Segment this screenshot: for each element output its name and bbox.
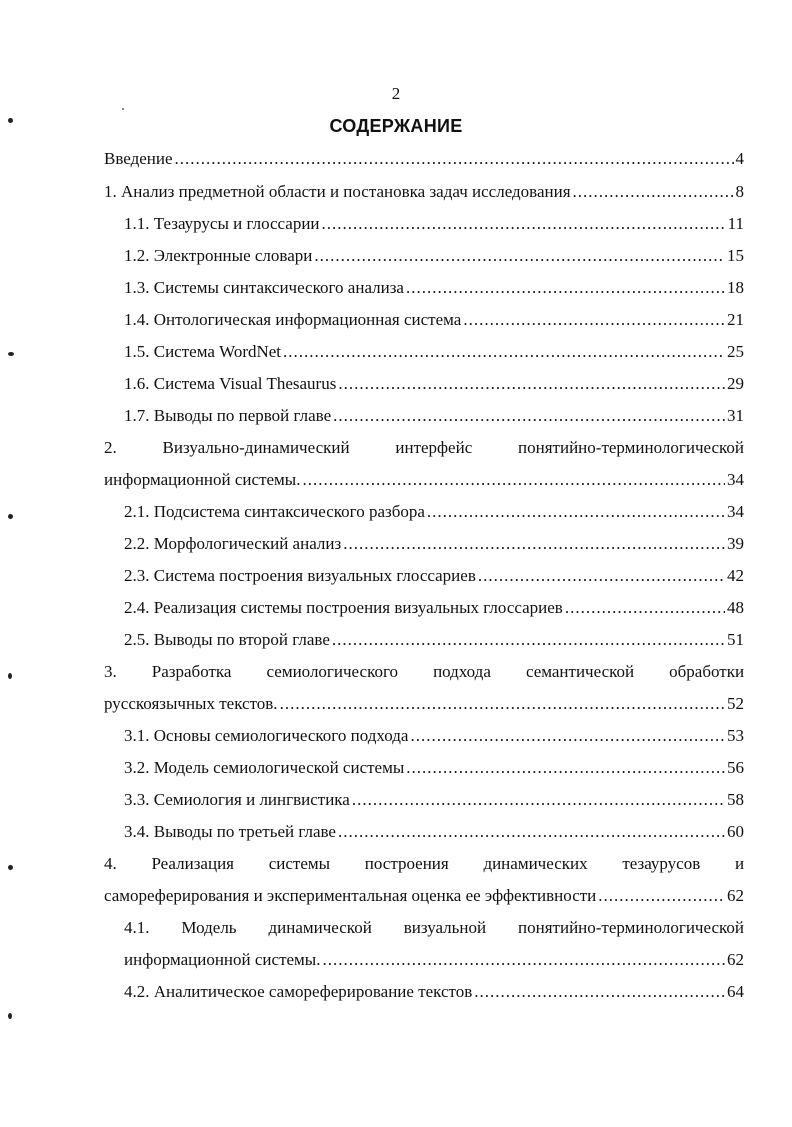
toc-leader-dots xyxy=(343,533,725,555)
toc-word: понятийно-терминологической xyxy=(518,918,744,937)
toc-word: динамических xyxy=(483,854,588,873)
toc-entry-page: 15 xyxy=(727,246,744,265)
toc-leader-dots xyxy=(598,885,725,907)
margin-mark xyxy=(8,1013,12,1019)
toc-entry-page: 51 xyxy=(727,630,744,649)
toc-leader-dots xyxy=(565,597,725,619)
toc-entry-page: 8 xyxy=(735,182,744,201)
toc-leader-dots xyxy=(352,789,725,811)
toc-leader-dots xyxy=(302,469,725,491)
toc-word: 2. xyxy=(104,438,117,457)
toc-word: 4.1. xyxy=(124,918,150,937)
toc-leader-dots xyxy=(410,725,725,747)
toc-entry-title: 1. Анализ предметной области и постановка задач исследования xyxy=(104,182,571,201)
toc-entry-page: 25 xyxy=(727,342,744,361)
toc-entry-page: 34 xyxy=(727,470,744,489)
toc-word: Разработка xyxy=(151,662,232,681)
toc-entry-page: 64 xyxy=(727,982,744,1001)
toc-entry[interactable] xyxy=(124,341,744,363)
toc-word: Модель xyxy=(181,918,237,937)
toc-entry-title: 1.3. Системы синтаксического анализа xyxy=(124,278,404,297)
toc-entry[interactable] xyxy=(124,757,744,779)
toc-entry-title: 1.6. Система Visual Thesaurus xyxy=(124,374,337,393)
toc-entry[interactable] xyxy=(124,373,744,395)
toc-entry[interactable] xyxy=(124,629,744,651)
toc-word: Реализация xyxy=(151,854,234,873)
toc-entry[interactable] xyxy=(124,501,744,523)
toc-leader-dots xyxy=(314,245,725,267)
toc-word: 3. xyxy=(104,662,117,681)
toc-entry-page: 52 xyxy=(727,694,744,713)
toc-entry-page: 60 xyxy=(727,822,744,841)
toc-entry[interactable] xyxy=(124,725,744,747)
toc-entry-title: 1.7. Выводы по первой главе xyxy=(124,406,332,425)
toc-entry-title: информационной системы. xyxy=(124,950,321,969)
margin-mark xyxy=(8,352,14,356)
toc-entry-title: 1.1. Тезаурусы и глоссарии xyxy=(124,214,320,233)
toc-entry-title: 2.1. Подсистема синтаксического разбора xyxy=(124,502,425,521)
toc-entry-title: 1.5. Система WordNet xyxy=(124,342,282,361)
toc-entry-title: 3.3. Семиология и лингвистика xyxy=(124,790,350,809)
toc-word: семантической xyxy=(525,662,635,681)
toc-entry-title: русскоязычных текстов. xyxy=(104,694,278,713)
toc-entry-page: 42 xyxy=(727,566,744,585)
toc-word: подхода xyxy=(433,662,491,681)
toc-word: 4. xyxy=(104,854,117,873)
toc-entry[interactable] xyxy=(104,148,744,170)
toc-leader-dots xyxy=(338,821,725,843)
toc-leader-dots xyxy=(338,373,725,395)
toc-entry-line1[interactable] xyxy=(124,917,744,939)
toc-entry-title: 2.4. Реализация системы построения визуальных глоссариев xyxy=(124,598,563,617)
toc-word: интерфейс xyxy=(395,438,473,457)
toc-entry[interactable] xyxy=(124,565,744,587)
toc-word: построения xyxy=(364,854,449,873)
margin-mark xyxy=(8,118,13,123)
toc-entry-page: 29 xyxy=(727,374,744,393)
scan-speck xyxy=(122,108,124,110)
toc-entry-page: 21 xyxy=(727,310,744,329)
toc-word: визуальной xyxy=(403,918,487,937)
toc-entry-page: 58 xyxy=(727,790,744,809)
toc-entry-title: 1.4. Онтологическая информационная система xyxy=(124,310,462,329)
toc-entry[interactable] xyxy=(124,309,744,331)
toc-entry-page: 4 xyxy=(735,149,744,168)
toc-entry[interactable] xyxy=(124,405,744,427)
toc-entry[interactable] xyxy=(124,277,744,299)
toc-entry-page: 48 xyxy=(727,598,744,617)
toc-word: Визуально-динамический xyxy=(162,438,350,457)
toc-leader-dots xyxy=(322,213,726,235)
toc-entry-line1[interactable] xyxy=(104,437,744,459)
toc-entry-title: 4.2. Аналитическое самореферирование текстов xyxy=(124,982,473,1001)
toc-entry[interactable] xyxy=(124,597,744,619)
toc-entry-line1[interactable] xyxy=(104,853,744,875)
toc-leader-dots xyxy=(463,309,725,331)
toc-entry-page: 39 xyxy=(727,534,744,553)
toc-word: семиологического xyxy=(266,662,399,681)
toc-entry[interactable] xyxy=(124,213,744,235)
toc-leader-dots xyxy=(332,629,725,651)
toc-word: тезаурусов xyxy=(622,854,701,873)
toc-leader-dots xyxy=(175,148,734,170)
page-title: СОДЕРЖАНИЕ xyxy=(329,116,463,136)
toc-leader-dots xyxy=(333,405,725,427)
toc-entry[interactable] xyxy=(124,245,744,267)
margin-mark xyxy=(8,514,13,519)
toc-entry-title: 2.5. Выводы по второй главе xyxy=(124,630,330,649)
toc-leader-dots xyxy=(406,757,725,779)
toc-entry[interactable] xyxy=(124,789,744,811)
toc-word: динамической xyxy=(268,918,372,937)
toc-entry[interactable] xyxy=(124,949,744,971)
toc-word: системы xyxy=(268,854,331,873)
toc-leader-dots xyxy=(478,565,725,587)
toc-entry-title: 2.2. Морфологический анализ xyxy=(124,534,342,553)
toc-entry-title: 3.4. Выводы по третьей главе xyxy=(124,822,336,841)
toc-entry[interactable] xyxy=(104,469,744,491)
toc-entry[interactable] xyxy=(124,821,744,843)
toc-entry[interactable] xyxy=(104,693,744,715)
toc-entry-line1[interactable] xyxy=(104,661,744,683)
toc-leader-dots xyxy=(322,949,725,971)
toc-entry-title: 1.2. Электронные словари xyxy=(124,246,313,265)
toc-entry-page: 56 xyxy=(727,758,744,777)
toc-entry-title: самореферирования и экспериментальная оценка ее эффективности xyxy=(104,886,597,905)
toc-leader-dots xyxy=(280,693,725,715)
toc-leader-dots xyxy=(573,181,734,203)
toc-entry[interactable] xyxy=(124,533,744,555)
toc-entry-page: 62 xyxy=(727,886,744,905)
toc-leader-dots xyxy=(427,501,725,523)
margin-mark xyxy=(8,865,13,870)
toc-entry-title: информационной системы. xyxy=(104,470,301,489)
toc-entry[interactable] xyxy=(104,181,744,203)
toc-entry-page: 62 xyxy=(727,950,744,969)
toc-word: и xyxy=(734,854,745,873)
margin-mark xyxy=(8,673,12,679)
toc-leader-dots xyxy=(474,981,725,1003)
toc-entry[interactable] xyxy=(104,885,744,907)
toc-entry-page: 34 xyxy=(727,502,744,521)
toc-word: обработки xyxy=(669,662,745,681)
toc-entry-title: 2.3. Система построения визуальных глоссариев xyxy=(124,566,476,585)
toc-word: понятийно-терминологической xyxy=(518,438,745,457)
toc-entry[interactable] xyxy=(124,981,744,1003)
toc-entry-title: 3.2. Модель семиологической системы xyxy=(124,758,405,777)
toc-leader-dots xyxy=(406,277,725,299)
toc-entry-title: 3.1. Основы семиологического подхода xyxy=(124,726,409,745)
toc-entry-title: Введение xyxy=(104,149,173,168)
toc-leader-dots xyxy=(283,341,725,363)
toc-entry-page: 18 xyxy=(727,278,744,297)
toc-entry-page: 31 xyxy=(727,406,744,425)
toc-entry-page: 53 xyxy=(727,726,744,745)
toc-entry-page: 11 xyxy=(727,214,744,233)
page-number: 2 xyxy=(391,84,401,103)
